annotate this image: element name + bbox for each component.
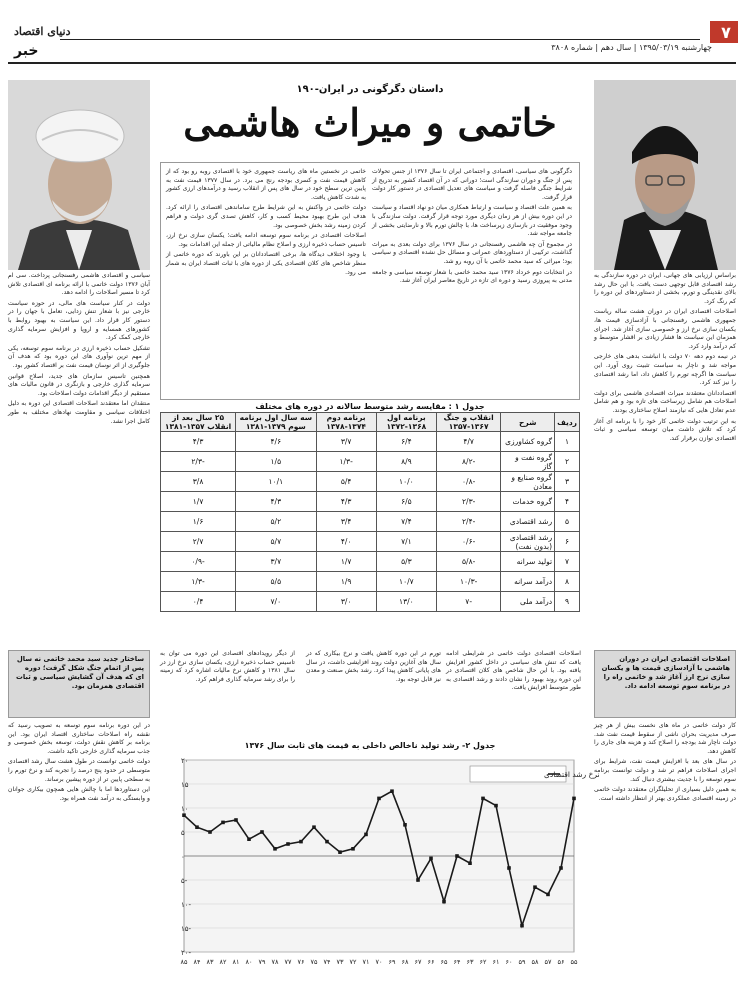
callout-right: اصلاحات اقتصادی ایران در دوران هاشمی با آزادسازی قیمت ها و یکسان سازی نرخ ارز آغاز شد و خاتمی راه را در برنامه سوم توسعه ادامه داد. [594,650,736,718]
table-cell: ۶ [555,532,580,552]
chart-x-tick-label: ۷۴ [323,958,331,966]
table-cell: ۷ [555,552,580,572]
chart-x-tick-label: ۶۷ [414,958,422,966]
date-issue-line: چهارشنبه ۱۳۹۵/۰۳/۱۹ | سال دهم | شماره ۳۸۰۸ [551,43,712,52]
chart-x-tick-label: ۵۵ [570,958,578,966]
chart-x-tick-label: ۷۰ [375,958,383,966]
table-cell: ۳/۴ [316,512,376,532]
paragraph: در مجموع آن چه هاشمی رفسنجانی در سال ۱۳۷۶ برای دولت بعدی به میراث گذاشت، ترکیبی از دستاوردهای عمرانی و مسائل حل نشده اقتصادی و سیاسی بود؛ میراثی که سید محمد خاتمی با آن روبه رو شد. [372,240,572,265]
column-right [594,272,736,647]
table-cell: ۸/۹ [376,452,436,472]
table-cell: ۱۰/۷ [376,572,436,592]
paragraph: با وجود اختلاف دیدگاه ها، برخی اقتصاددانان بر این باورند که دوره خاتمی از منظر شاخص های کلان اقتصادی یکی از دوره های با ثبات اقتصاد ایران به شمار می رود. [166,251,366,276]
intro-column-left [166,168,366,396]
table-cell: ۰/۴ [161,592,236,612]
growth-table [160,412,580,612]
chart-x-tick-label: ۸۳ [206,958,214,966]
table-cell: ۳/۸ [161,472,236,492]
table-header-cell: برنامه اول ۱۳۶۸-۱۳۷۲ [376,413,436,432]
table-header-cell: ۲۵ سال بعد از انقلاب ۱۳۵۷-۱۳۸۱ [161,413,236,432]
table-cell: ۹ [555,592,580,612]
chart-x-tick-label: ۶۱ [492,958,500,966]
table-cell: ۴/۶ [236,432,316,452]
table-cell: ۱۰/۰ [376,472,436,492]
table-row-label: گروه نفت و گاز [501,452,555,472]
table-caption: جدول ۱ : مقایسه رشد متوسط سالانه در دوره های مختلف [255,402,485,411]
chart-x-tick-label: ۷۷ [284,958,292,966]
chart-data-point [546,893,550,897]
chart-y-tick-label: ۲۰ [181,757,189,765]
table-row [161,512,580,532]
column-left-lower [8,722,150,974]
chart-x-tick-label: ۷۹ [258,958,266,966]
table-cell: -۵/۸ [436,552,500,572]
column-right-lower [594,722,736,974]
chart-x-tick-label: ۷۸ [271,958,279,966]
table-cell: ۱۳/۰ [376,592,436,612]
chart-legend-label: نرخ رشد اقتصادی [544,770,600,779]
portrait-rafsanjani-illustration [8,80,150,270]
page-header [0,0,744,70]
table-cell: -۰/۹ [161,552,236,572]
chart-x-tick-label: ۶۹ [388,958,396,966]
paragraph: اقتصاددانان معتقدند میراث اقتصادی هاشمی برای دولت اصلاحات هم شامل زیرساخت های تازه بود و هم شامل عدم تعادل هایی که نیازمند اصلاح ساختاری بودند. [594,389,736,414]
table-cell: ۱۰/۱ [236,472,316,492]
column-middle-2: تورم در این دوره کاهش یافت و نرخ بیکاری که در سال های آغازین دولت روند افزایشی داشت، در سال های پایانی کاهش پیدا کرد. رشد بخش صنعت و معدن نیز قابل توجه بود. [306,650,441,683]
table-cell: -۰/۶ [436,532,500,552]
intro-column-right [372,168,572,396]
table-cell: ۴/۳ [316,492,376,512]
table-cell: ۱/۷ [316,552,376,572]
table-cell: ۳ [555,472,580,492]
table-cell: -۱/۳ [161,572,236,592]
table-cell: -۰/۸ [436,472,500,492]
table-row [161,492,580,512]
paragraph: در این دوره برنامه سوم توسعه به تصویب رسید که نقشه راه اصلاحات ساختاری اقتصاد ایران بود. این برنامه بر کاهش نقش دولت، توسعه بخش خصوصی و جذب سرمایه گذاری خارجی تاکید داشت. [8,722,150,755]
chart-data-point [416,878,420,882]
paragraph: دگرگونی های سیاسی، اقتصادی و اجتماعی ایران تا سال ۱۳۷۶ از جنس تحولات پس از جنگ و دوران سازندگی است؛ دورانی که در آن اقتصاد کشور به تدریج از شرایط جنگی فاصله گرفت و سیاست های تعدیل اقتصادی در دستور کار دولت قرار گرفت. [372,168,573,201]
paragraph: تشکیل حساب ذخیره ارزی در برنامه سوم توسعه، یکی از مهم ترین نوآوری های این دوره بود که هدف آن جلوگیری از اثر نوسان قیمت نفت بر اقتصاد کشور بود. [8,344,150,369]
table-row-label: تولید سرانه [501,552,555,572]
table-cell: ۵/۴ [316,472,376,492]
paragraph: اصلاحات اقتصادی ایران در دوران هشت ساله ریاست جمهوری هاشمی رفسنجانی با آزادسازی قیمت ها، یکسان سازی نرخ ارز و خصوصی سازی آغاز شد. اجرای همزمان این سیاست ها فشار زیادی بر اقشار متوسط و کم درآمد وارد کرد. [594,308,736,350]
column-middle-1: اصلاحات اقتصادی دولت خاتمی در شرایطی ادامه یافت که تنش های سیاسی در داخل کشور افزایش یافته بود. با این حال شاخص های کلان اقتصادی در این دوره روند بهبود را نشان دادند و رشد اقتصادی به طور متوسط افزایش یافت. [446,650,581,692]
callout-left: ساختار جدید سید محمد خاتمی نه سال پس از اتمام جنگ شکل گرفت؛ دوره ای که هدف آن گشایش سیاسی و ثبات اقتصادی همزمان بود. [8,650,150,718]
paragraph: دولت در کنار سیاست های مالی، در حوزه سیاست خارجی نیز با شعار تنش زدایی، تعامل با جهان را در دستور کار قرار داد. این سیاست به بهبود روابط با کشورهای همسایه و اروپا و افزایش سرمایه گذاری خارجی کمک کرد. [8,299,150,342]
chart-data-point [455,854,459,858]
page-number: ۷ [714,21,738,43]
table-cell: ۳/۷ [316,432,376,452]
table-row [161,432,580,452]
paragraph: در انتخابات دوم خرداد ۱۳۷۶ سید محمد خاتمی با شعار توسعه سیاسی و جامعه مدنی به پیروزی رسید و دوره ای تازه در تاریخ معاصر ایران آغاز شد. [372,268,572,285]
chart-x-tick-label: ۷۲ [349,958,357,966]
article-title: خاتمی و میراث هاشمی [183,100,557,145]
paragraph: به همین علت اقتصاد و سیاست و ارتباط همکاری میان دو نهاد اقتصاد و سیاست در این دوره بیش از هر زمان دیگری مورد توجه قرار گرفت. دولت سازندگی با وجود موفقیت در بازسازی زیرساخت ها، با چالش تورم بالا و نارضایتی بخشی از جامعه مواجه شد. [372,204,572,238]
table-row [161,472,580,492]
paragraph: دولت خاتمی توانست در طول هشت سال رشد اقتصادی متوسطی در حدود پنج درصد را تجربه کند و نرخ تورم را به سطحی پایین تر از دوره پیشین برساند. [8,758,150,783]
table-cell: -۲/۳ [436,492,500,512]
paragraph: براساس ارزیابی های جهانی، ایران در دوره سازندگی به رشد اقتصادی قابل توجهی دست یافت. با این حال رشد بالای نقدینگی و تورم، بخشی از دستاوردهای این دوره را کم رنگ کرد. [594,272,736,305]
chart-x-tick-label: ۷۳ [336,958,344,966]
table-cell: ۱/۶ [161,512,236,532]
chart-data-point [520,924,524,928]
photo-khatami [594,80,736,270]
paragraph: دولت خاتمی در واکنش به این شرایط طرح ساماندهی اقتصادی را ارائه کرد. هدف این طرح بهبود محیط کسب و کار، کاهش تصدی گری دولت و فراهم کردن زمینه رشد بخش خصوصی بود. [166,204,366,229]
chart-x-tick-label: ۷۶ [297,958,305,966]
table-body [161,432,580,612]
chart-data-point [182,813,186,817]
paragraph: در سال های بعد با افزایش قیمت نفت، شرایط برای اجرای اصلاحات فراهم تر شد و دولت توانست برنامه سوم توسعه را با جدیت بیشتری دنبال کند. [594,758,736,783]
table-header-cell: انقلاب و جنگ ۱۳۶۷-۱۳۵۷ [436,413,500,432]
chart-data-point [442,900,446,904]
chart-y-tick-label: -۵ [181,877,188,885]
chart-x-tick-label: ۷۵ [310,958,318,966]
chart-x-tick-label: ۶۲ [479,958,487,966]
table-cell: ۷/۱ [376,532,436,552]
paragraph: اصلاحات اقتصادی در برنامه سوم توسعه ادامه یافت؛ یکسان سازی نرخ ارز، تاسیس حساب ذخیره ارزی و اصلاح نظام مالیاتی از جمله این اقدامات بود. [166,232,366,248]
column-middle-3: از دیگر رویدادهای اقتصادی این دوره می توان به تاسیس حساب ذخیره ارزی، یکسان سازی نرخ ارز در سال ۱۳۸۱ و کاهش نرخ مالیات اشاره کرد که زمینه را برای رشد سرمایه گذاری فراهم کرد. [160,650,295,683]
table-cell: ۱/۵ [236,452,316,472]
brand-logo: دنیای اقتصاد [14,25,71,38]
chart-y-tick-label: -۲۰ [181,949,192,957]
chart-data-point [377,797,381,801]
paragraph: سیاسی و اقتصادی هاشمی رفسنجانی پرداخت. سی ام آبان ۱۳۷۶ دولت خاتمی با ارائه برنامه ای اقتصادی تلاش کرد تا مسیر اصلاحات را ادامه دهد. [8,272,150,297]
table-header-cell: ردیف [555,413,580,432]
table-cell: ۴/۰ [316,532,376,552]
chart-x-tick-label: ۸۲ [219,958,227,966]
chart-y-tick-label: -۱۰ [181,901,192,909]
chart-data-point [234,818,238,822]
table-row-label: رشد اقتصادی (بدون نفت) [501,532,555,552]
table-cell: ۲ [555,452,580,472]
table-row [161,572,580,592]
table-cell: -۲/۴ [436,512,500,532]
chart-data-point [312,825,316,829]
chart-x-tick-label: ۶۶ [427,958,435,966]
table-row [161,532,580,552]
table-row-label: گروه صنایع و معادن [501,472,555,492]
chart-data-point [559,866,563,870]
chart-x-tick-label: ۸۰ [245,958,253,966]
chart-y-tick-label: ۱۵ [181,781,189,789]
table-row-label: گروه خدمات [501,492,555,512]
chart-data-point [195,825,199,829]
column-left [8,272,150,647]
paragraph: کار دولت خاتمی در ماه های نخست بیش از هر چیز صرف مدیریت بحران ناشی از سقوط قیمت نفت شد. دولت ناچار شد بودجه را اصلاح کند و هزینه های جاری را کاهش دهد. [594,722,736,755]
page-number-accent [710,21,714,43]
article-kicker: داستان دگرگونی در ایران-۱۹۰ [296,84,444,95]
table-row [161,592,580,612]
table-cell: ۲/۷ [161,532,236,552]
chart-data-point [247,837,251,841]
table-cell: -۲/۳ [161,452,236,472]
chart-x-tick-label: ۶۵ [440,958,448,966]
table-cell: ۶/۴ [376,432,436,452]
photo-rafsanjani [8,80,150,270]
table-cell: ۷/۴ [376,512,436,532]
chart-data-point [364,833,368,837]
chart-x-tick-label: ۵۸ [531,958,539,966]
chart-x-tick-label: ۶۰ [505,958,513,966]
table-cell: ۷/۰ [236,592,316,612]
table-cell: -۸/۲ [436,452,500,472]
chart-data-point [260,830,264,834]
chart-data-point [273,847,277,851]
chart-data-point [468,861,472,865]
chart-x-tick-label: ۸۵ [180,958,188,966]
table-row [161,552,580,572]
table-row [161,452,580,472]
table-header-cell: شرح [501,413,555,432]
paragraph: منتقدان اما معتقدند اصلاحات اقتصادی این دوره به دلیل اختلافات سیاسی و مقاومت نهادهای مختلف به طور کامل اجرا نشد. [8,400,150,425]
chart-x-tick-label: ۶۳ [466,958,474,966]
chart-data-point [299,840,303,844]
chart-y-tick-label: ۰ [181,853,185,861]
chart-caption: جدول ۲- رشد تولید ناخالص داخلی به قیمت های ثابت سال ۱۳۷۶ [244,741,496,750]
chart-x-tick-label: ۷۱ [362,958,370,966]
header-rule [60,39,700,40]
table-cell: ۴/۳ [161,432,236,452]
table-cell: ۵ [555,512,580,532]
table-cell: ۱ [555,432,580,452]
paragraph: همچنین تاسیس سازمان های جدید، اصلاح قوانین سرمایه گذاری خارجی و بازنگری در قانون مالیات های مستقیم از دیگر اقدامات دولت اصلاحات بود. [8,372,150,397]
table-header-row [161,413,580,432]
chart-x-tick-label: ۶۴ [453,958,461,966]
table-row-label: درآمد ملی [501,592,555,612]
table-row-label: درآمد سرانه [501,572,555,592]
table-row-label: گروه کشاورزی [501,432,555,452]
table-cell: ۵/۵ [236,572,316,592]
chart-data-point [286,842,290,846]
chart-data-point [338,850,342,854]
chart-x-tick-label: ۸۴ [193,958,201,966]
chart-y-tick-label: -۱۵ [181,925,192,933]
table-cell: -۱/۳ [316,452,376,472]
chart-data-point [325,840,329,844]
chart-data-point [351,847,355,851]
table-cell: ۸ [555,572,580,592]
table-cell: ۳/۰ [316,592,376,612]
portrait-khatami-illustration [594,80,736,270]
table-cell: ۴/۳ [236,492,316,512]
table-row-label: رشد اقتصادی [501,512,555,532]
chart-data-point [390,789,394,793]
table-cell: ۱/۹ [316,572,376,592]
section-label: خبر [14,43,39,59]
table-cell: -۱۰/۳ [436,572,500,592]
paragraph: این دستاوردها اما با چالش هایی همچون بیکاری جوانان و وابستگی به درآمد نفت همراه بود. [8,786,150,802]
table-header-cell: سه سال اول برنامه سوم ۱۳۷۹-۱۳۸۱ [236,413,316,432]
table-cell: ۵/۷ [236,532,316,552]
chart-data-point [481,797,485,801]
chart-data-point [208,830,212,834]
header-bottom-rule [8,62,736,64]
table-cell: ۵/۲ [236,512,316,532]
chart-data-point [572,797,576,801]
chart-data-point [221,821,225,825]
table-cell: ۴ [555,492,580,512]
paragraph: به این ترتیب دولت خاتمی کار خود را با برنامه ای آغاز کرد که تلاش داشت میان توسعه سیاسی و ثبات اقتصادی توازن برقرار کند. [594,417,736,442]
chart-data-point [403,823,407,827]
chart-data-point [429,857,433,861]
chart-x-tick-label: ۵۷ [544,958,552,966]
chart-data-point [507,866,511,870]
paragraph: به همین دلیل بسیاری از تحلیلگران معتقدند دولت خاتمی در زمینه اقتصادی عملکردی بهتر از انتظار داشته است. [594,786,736,802]
table-cell: ۳/۷ [236,552,316,572]
table-cell: ۵/۳ [376,552,436,572]
paragraph: خاتمی در نخستین ماه های ریاست جمهوری خود با اقتصادی روبه رو بود که از کاهش قیمت نفت و کسری بودجه رنج می برد. در سال ۱۳۷۷ قیمت نفت به پایین ترین سطح خود در سال های پس از انقلاب رسید و درآمدهای ارزی کشور به شدت کاهش یافت. [166,168,366,201]
chart-x-tick-label: ۸۱ [232,958,240,966]
chart-x-tick-label: ۵۹ [518,958,526,966]
table-header-cell: برنامه دوم ۱۳۷۴-۱۳۷۸ [316,413,376,432]
table-cell: ۴/۷ [436,432,500,452]
chart-y-tick-label: ۱۰ [181,805,189,813]
chart-x-tick-label: ۶۸ [401,958,409,966]
table-cell: ۶/۵ [376,492,436,512]
table-cell: -۷ [436,592,500,612]
table-cell: ۱/۷ [161,492,236,512]
chart-x-tick-label: ۵۶ [557,958,565,966]
gdp-growth-chart [160,752,600,977]
chart-data-point [494,804,498,808]
chart-data-point [533,885,537,889]
paragraph: در نیمه دوم دهه ۷۰ دولت با انباشت بدهی های خارجی مواجه شد و ناچار به سیاست تثبیت روی آورد. این سیاست ها اگرچه تورم را کاهش داد، اما رشد اقتصادی را نیز کند کرد. [594,353,736,387]
chart-y-tick-label: ۵ [181,829,185,837]
